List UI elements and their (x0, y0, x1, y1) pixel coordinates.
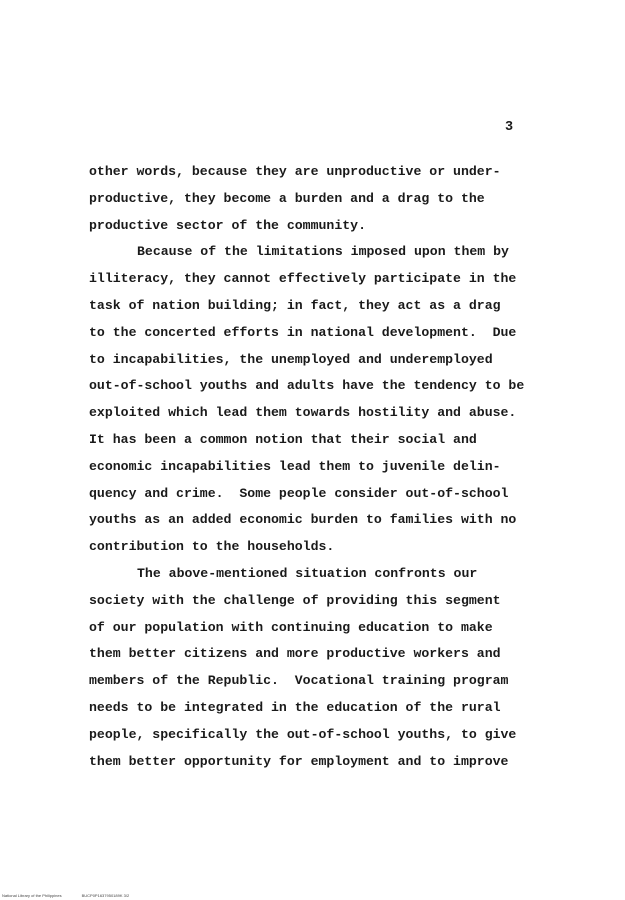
text-line: members of the Republic. Vocational training program (89, 673, 509, 689)
text-line: exploited which lead them towards hostility and abuse. (89, 405, 517, 421)
text-line: productive sector of the community. (89, 217, 366, 233)
body-text (89, 159, 559, 775)
text-line: out-of-school youths and adults have the tendency to be (89, 378, 525, 394)
text-line: them better citizens and more productive workers and (89, 646, 501, 662)
text-line: needs to be integrated in the education of the rural (89, 699, 501, 715)
text-line: It has been a common notion that their social and (89, 431, 477, 447)
text-line: society with the challenge of providing this segment (89, 592, 501, 608)
text-line: productive, they become a burden and a drag to the (89, 190, 485, 206)
text-line: task of nation building; in fact, they act as a drag (89, 297, 501, 313)
text-line: people, specifically the out-of-school youths, to give (89, 726, 517, 742)
text-line: to the concerted efforts in national development. Due (89, 324, 517, 340)
text-line: them better opportunity for employment and to improve (89, 753, 509, 769)
text-line: of our population with continuing education to make (89, 619, 493, 635)
page-number: 3 (505, 120, 514, 135)
footer-library: National Library of the Philippines (2, 893, 62, 898)
text-line: youths as an added economic burden to families with no (89, 512, 517, 528)
scan-footer (2, 893, 129, 898)
paragraph-start-line: The above-mentioned situation confronts our (137, 565, 478, 581)
text-line: economic incapabilities lead them to juvenile delin- (89, 458, 501, 474)
footer-code: BUCP0P1637950189K 3/2 (81, 893, 130, 898)
text-line: quency and crime. Some people consider out-of-school (89, 485, 509, 501)
text-line: to incapabilities, the unemployed and underemployed (89, 351, 493, 367)
text-line: contribution to the households. (89, 539, 335, 555)
text-line: illiteracy, they cannot effectively participate in the (89, 271, 517, 287)
paragraph-start-line: Because of the limitations imposed upon them by (137, 244, 509, 260)
text-line: other words, because they are unproductive or under- (89, 164, 501, 179)
